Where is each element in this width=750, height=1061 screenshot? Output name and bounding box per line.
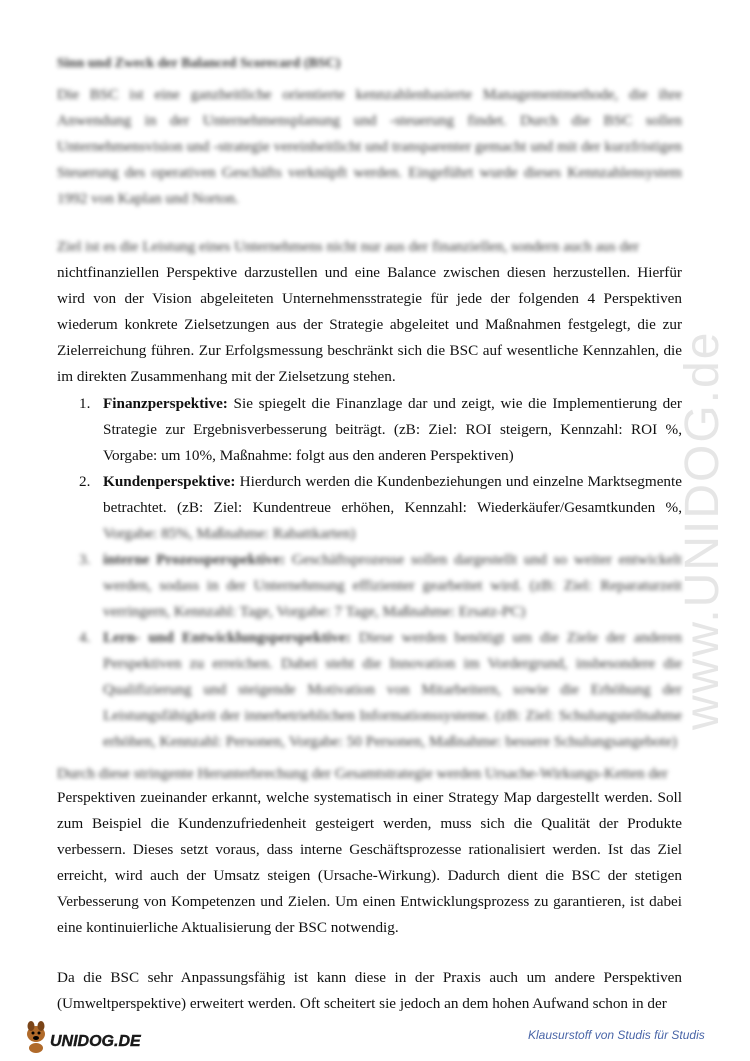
section-heading: Sinn und Zweck der Balanced Scorecard (BSC): [57, 56, 341, 71]
list-item-lern: [57, 625, 682, 755]
list-number: 3.: [79, 551, 91, 568]
watermark: [640, 250, 740, 740]
list-item-title: Lern- und Entwicklungsperspektive:: [103, 629, 351, 646]
paragraph-goal-text: nichtfinanziellen Perspektive darzustellen und eine Balance zwischen diesen herzustellen. Hierfür wird von der Vision abgeleiteten Unternehmensstrategie für jede der folgenden 4 Perspektiven wiederum konkrete Zielsetzungen aus der Strategie abgeleitet und Maßnahmen festgelegt, die zur Zielerreichung führen. Zur Erfolgsmessung beschränkt sich die BSC auf wesentliche Kennzahlen, die im direkten Zusammenhang mit der Zielsetzung stehen.: [57, 264, 682, 385]
paragraph-causal: Perspektiven zueinander erkannt, welche systematisch in einer Strategy Map dargestellt werden. Soll zum Beispiel die Kundenzufriedenheit gesteigert werden, muss sich die Qualität der Produkte verbessern. Dieses setzt voraus, dass interne Geschäftsprozesse rationalisiert werden. Ist das Ziel erreicht, wird auch der Umsatz steigen (Ursache-Wirkung). Dadurch dient die BSC der stetigen Verbesserung von Kompetenzen und Zielen. Um einen Entwicklungsprozess zu garantieren, ist dabei eine kontinuierliche Aktualisierung der BSC notwendig.: [57, 789, 682, 936]
list-item-text: Diese werden benötigt um die Ziele der anderen Perspektiven zu erreichen. Dabei steht die Innovation im Vordergrund, insbesondere die Qualifizierung und steigende Motivation von Mitarbeitern, sowie die Erhöhung der Leistungsfähigkeit der innerbetrieblichen Informationssysteme. (zB: Ziel: Schulungsteilnahme erhöhen, Kennzahl: Personen, Vorgabe: 50 Personen, Maßnahme: bessere Schulungsangebote): [103, 629, 682, 750]
list-item-text-blurred: Vorgabe: 85%, Maßnahme: Rabattkarten): [103, 525, 356, 542]
list-item-prozess: [57, 547, 682, 625]
list-number: 2.: [79, 473, 91, 490]
dog-icon: [22, 1016, 152, 1056]
paragraph-goal-blurred-line: Ziel ist es die Leistung eines Unternehmens nicht nur aus der finanziellen, sondern auch aus der: [57, 238, 640, 255]
list-item-finanz: [57, 391, 682, 469]
list-item-text: Sie spiegelt die Finanzlage dar und zeigt, wie die Implementierung der Strategie zur Ergebnisverbesserung beiträgt. (zB: Ziel: ROI steigern, Kennzahl: ROI %, Vorgabe: um 10%, Maßnahme: folgt aus den anderen Perspektiven): [103, 395, 682, 464]
list-number: 1.: [79, 395, 91, 412]
paragraph-intro: Die BSC ist eine ganzheitliche orientierte kennzahlenbasierte Managementmethode, die ihre Anwendung in der Unternehmensplanung und -steuerung findet. Durch die BSC sollen Unternehmensvision und -strategie vereinheitlicht und transparenter gemacht und mit der kurzfristigen Steuerung des operativen Geschäfts verknüpft werden. Eingeführt wurde dieses Kennzahlensystem 1992 von Kaplan und Norton.: [57, 86, 682, 207]
list-item-text: Geschäftsprozesse sollen dargestellt und so weiter entwickelt werden, sodass in der Unternehmung effizienter gearbeitet wird. (zB: Ziel: Reparaturzeit verringern, Kennzahl: Tage, Vorgabe: 7 Tage, Maßnahme: Ersatz-PC): [103, 551, 682, 620]
list-item-title: Kundenperspektive:: [103, 473, 236, 490]
unidog-logo: [22, 1016, 152, 1056]
list-item-kunden: [57, 469, 682, 547]
paragraph-goal: [57, 234, 682, 390]
list-item-title: Finanzperspektive:: [103, 395, 228, 412]
watermark-text: www.UNIDOG.de: [676, 330, 729, 730]
list-item-text: Hierdurch werden die Kundenbeziehungen und einzelne Marktsegmente betrachtet. (zB: Ziel: Kundentreue erhöhen, Kennzahl: Wiederkäufer/Gesamtkunden %,: [103, 473, 682, 516]
footer-tagline: Klausurstoff von Studis für Studis: [528, 1028, 705, 1042]
paragraph-adaptability: Da die BSC sehr Anpassungsfähig ist kann diese in der Praxis auch um andere Perspektiven (Umweltperspektive) erweitert werden. Oft scheitert sie jedoch an dem hohen Aufwand schon in der: [57, 969, 682, 1012]
logo-text: UNIDOG.DE: [50, 1033, 141, 1050]
list-item-title: interne Prozessperspektive:: [103, 551, 286, 568]
list-number: 4.: [79, 629, 91, 646]
perspectives-list: [57, 391, 682, 755]
paragraph-causal-blurred-line: Durch diese stringente Herunterbrechung der Gesamtstrategie werden Ursache-Wirkungs-Ketten der: [57, 765, 668, 782]
